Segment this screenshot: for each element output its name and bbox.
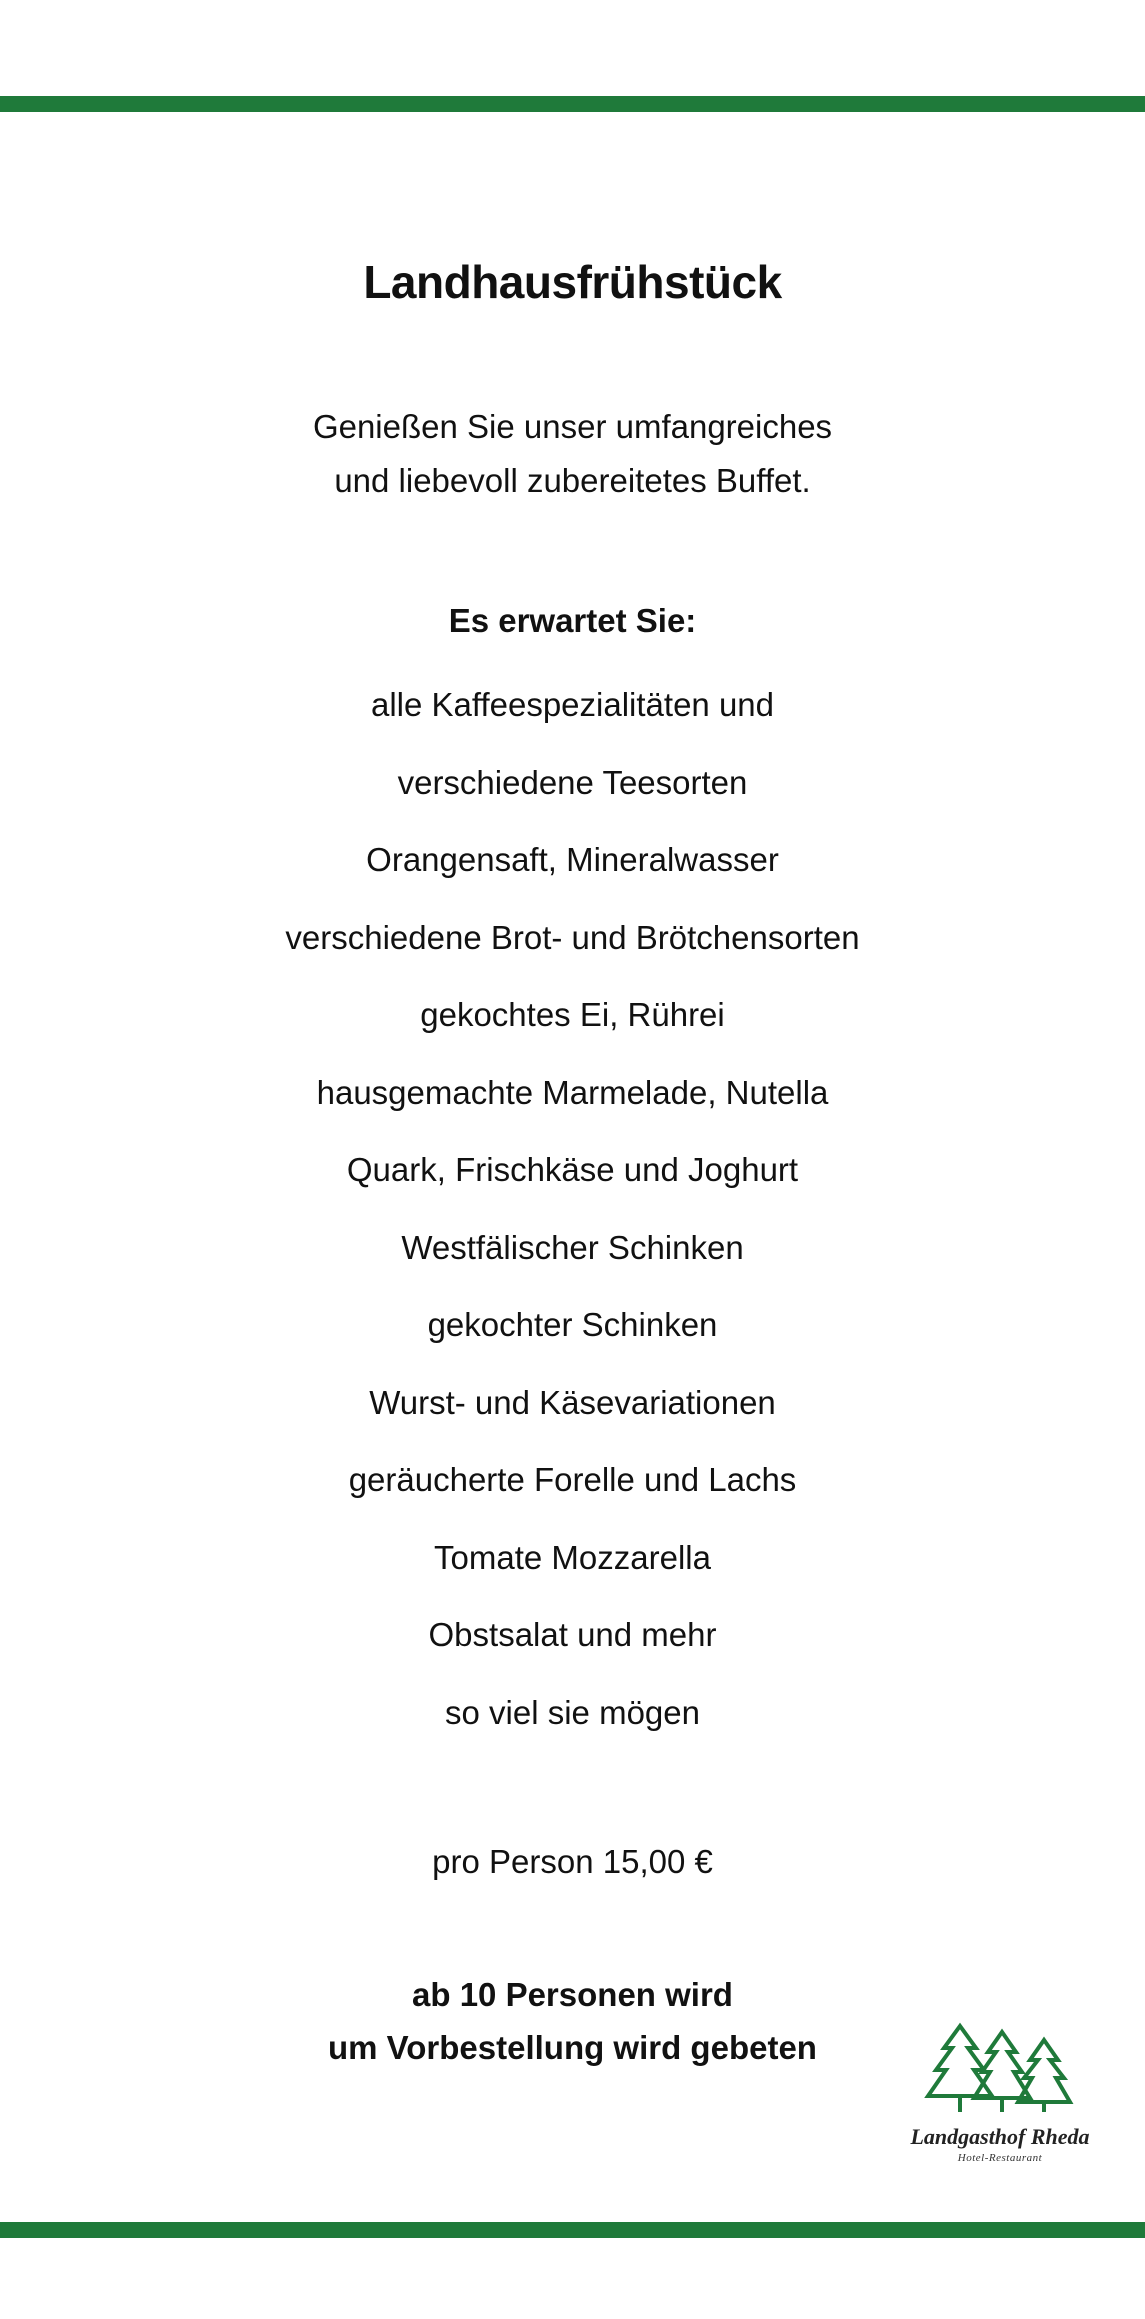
list-item: so viel sie mögen [445, 1693, 700, 1731]
logo-name: Landgasthof Rheda [910, 2124, 1090, 2149]
menu-items-list [0, 675, 1145, 1760]
list-item: Orangensaft, Mineralwasser [366, 841, 779, 878]
price-text: pro Person 15,00 € [432, 1843, 713, 1880]
list-item: Obstsalat und mehr [428, 1616, 717, 1653]
list-item: gekochtes Ei, Rührei [420, 996, 725, 1033]
logo [880, 2018, 1120, 2188]
list-item: Westfälischer Schinken [401, 1228, 744, 1266]
bottom-green-bar [0, 2222, 1145, 2238]
logo-subtitle: Hotel-Restaurant [957, 2152, 1043, 2164]
intro-line-1: Genießen Sie unser umfangreiches [312, 408, 833, 445]
page-title: Landhausfrühstück [363, 256, 782, 308]
list-item: verschiedene Teesorten [397, 763, 748, 801]
intro-line-2: und liebevoll zubereitetes Buffet. [334, 462, 811, 499]
list-item: alle Kaffeespezialitäten und [370, 686, 775, 723]
list-item: verschiedene Brot- und Brötchensorten [285, 918, 860, 956]
top-green-bar [0, 96, 1145, 112]
intro-text [0, 400, 1145, 508]
list-item: Tomate Mozzarella [434, 1538, 711, 1576]
section-heading: Es erwartet Sie: [448, 602, 697, 639]
note-line-2: um Vorbestellung wird gebeten [328, 2029, 817, 2066]
note-line-1: ab 10 Personen wird [412, 1976, 733, 2013]
list-item: geräucherte Forelle und Lachs [348, 1461, 797, 1498]
list-item: gekochter Schinken [427, 1306, 718, 1343]
list-item: Wurst- und Käsevariationen [369, 1383, 776, 1421]
three-pine-trees-icon [910, 2018, 1090, 2118]
list-item: Quark, Frischkäse und Joghurt [346, 1151, 799, 1188]
list-item: hausgemachte Marmelade, Nutella [316, 1073, 829, 1111]
